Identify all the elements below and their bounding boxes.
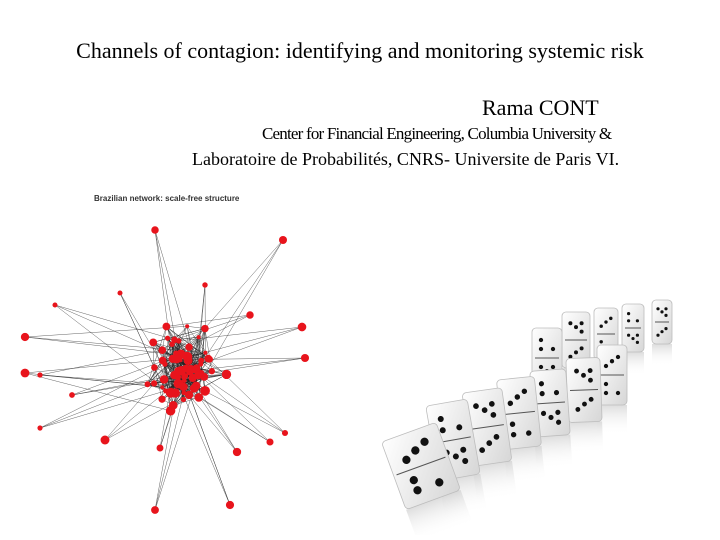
falling-dominoes-figure [372,290,712,535]
network-node [204,355,212,363]
network-edge [25,373,171,411]
network-node [209,368,215,374]
network-caption: Brazilian network: scale-free structure [94,194,240,203]
author-name: Rama CONT [482,95,599,120]
network-node [201,325,208,332]
network-edge [210,358,305,359]
network-node [149,339,157,347]
network-node [178,358,182,362]
network-node [151,226,158,233]
network-edge [195,370,270,442]
network-node [201,376,206,381]
network-node [202,282,207,287]
network-node [21,333,29,341]
network-node [173,350,179,356]
affiliation-line-2: Laboratoire de Probabilités, CNRS- Universite de Paris VI. [192,149,620,169]
network-node [181,352,188,359]
network-node [174,367,183,376]
network-edge [174,375,285,433]
network-node [158,346,166,354]
network-node [190,384,199,393]
network-edge [205,329,212,372]
network-node [37,425,42,430]
affiliation-line-1: Center for Financial Engineering, Columbia University & [262,124,612,143]
network-node [171,336,178,343]
network-graph-figure [0,205,330,525]
network-node [199,370,204,375]
network-edge [178,384,230,505]
network-node [165,336,170,341]
network-node [246,311,253,318]
network-node [233,448,241,456]
network-edge [179,327,302,341]
network-node [151,380,157,386]
network-edges [25,230,305,510]
network-edge [203,240,283,378]
network-edge [40,379,164,428]
network-node [195,393,204,402]
network-node [186,368,194,376]
network-node [169,401,178,410]
slide-title: Channels of contagion: identifying and monitoring systemic risk [76,38,644,63]
domino-tile [652,300,672,366]
network-node [266,438,273,445]
network-node [197,335,201,339]
domino-tile [566,357,603,454]
network-node [117,290,122,295]
network-edge [40,375,154,383]
network-edge [208,359,285,433]
network-edge [166,315,250,327]
network-node [101,436,110,445]
network-node [151,506,159,514]
network-node [162,361,167,366]
network-node [185,343,192,350]
network-node [163,323,171,331]
network-node [52,302,57,307]
network-edge [40,350,162,375]
network-node [301,354,309,362]
network-edge [177,240,283,360]
network-edge [201,240,283,364]
network-node [222,370,231,379]
network-node [145,381,151,387]
network-node [282,430,288,436]
network-node [203,351,207,355]
network-node [158,396,165,403]
network-node [166,388,174,396]
network-node [160,375,169,384]
domino-row [381,300,672,535]
network-node [279,236,287,244]
network-node [298,323,307,332]
network-node [21,369,30,378]
network-edge [55,305,179,341]
network-node [185,324,189,328]
network-edge [177,327,302,360]
network-edge [55,305,162,387]
network-node [157,445,164,452]
network-node [226,501,234,509]
network-edge [105,383,154,440]
network-node [69,392,75,398]
network-node [181,397,186,402]
network-node [181,390,186,395]
network-node [160,385,164,389]
network-node [174,379,184,389]
network-node [37,372,42,377]
network-node [151,364,158,371]
